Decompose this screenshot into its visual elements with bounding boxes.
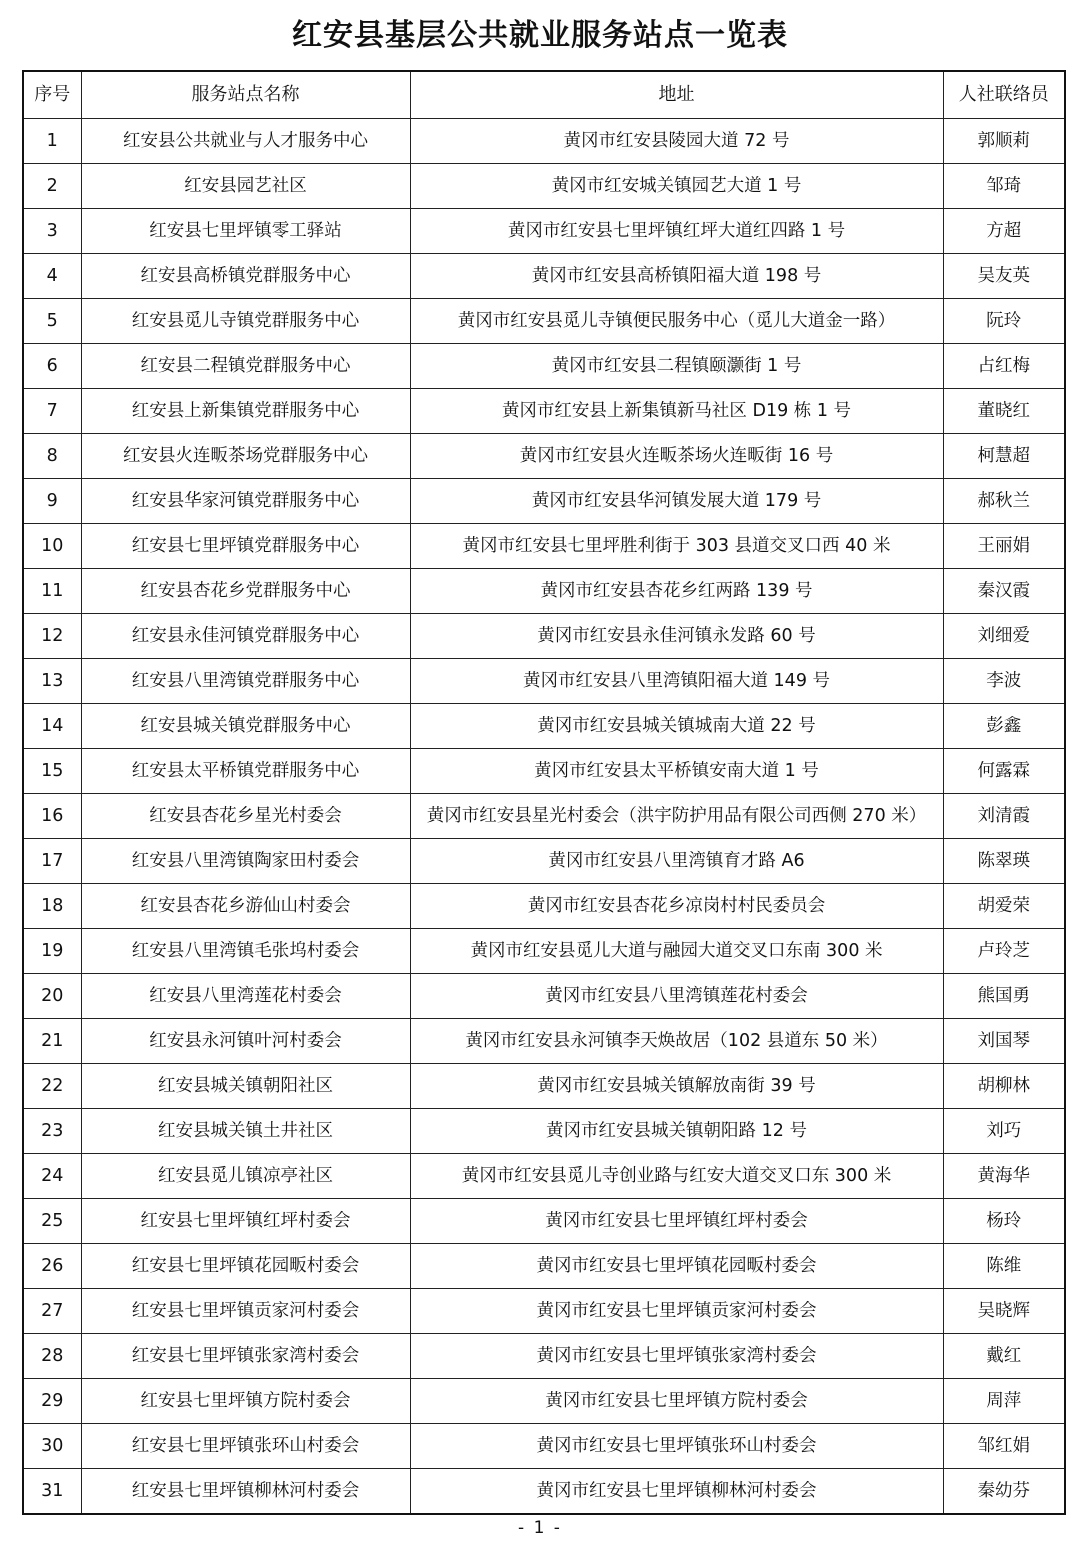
cell-address: 黄冈市红安县八里湾镇育才路 A6 xyxy=(410,839,943,884)
table-row xyxy=(23,569,1065,614)
cell-site-name: 红安县永河镇叶河村委会 xyxy=(81,1019,410,1064)
header-address: 地址 xyxy=(410,71,943,119)
cell-site-name: 红安县火连畈茶场党群服务中心 xyxy=(81,434,410,479)
cell-address: 黄冈市红安县觅儿大道与融园大道交叉口东南 300 米 xyxy=(410,929,943,974)
table-row xyxy=(23,1109,1065,1154)
table-row xyxy=(23,794,1065,839)
cell-site-name: 红安县公共就业与人才服务中心 xyxy=(81,119,410,164)
cell-serial-number: 21 xyxy=(23,1019,81,1064)
cell-address: 黄冈市红安县觅儿寺镇便民服务中心（觅儿大道金一路） xyxy=(410,299,943,344)
table-row xyxy=(23,389,1065,434)
cell-address: 黄冈市红安县陵园大道 72 号 xyxy=(410,119,943,164)
table-row xyxy=(23,1289,1065,1334)
cell-address: 黄冈市红安县城关镇解放南街 39 号 xyxy=(410,1064,943,1109)
cell-site-name: 红安县太平桥镇党群服务中心 xyxy=(81,749,410,794)
table-row xyxy=(23,299,1065,344)
cell-serial-number: 4 xyxy=(23,254,81,299)
cell-address: 黄冈市红安县七里坪镇红坪村委会 xyxy=(410,1199,943,1244)
cell-serial-number: 2 xyxy=(23,164,81,209)
cell-contact-person: 陈维 xyxy=(943,1244,1065,1289)
cell-serial-number: 3 xyxy=(23,209,81,254)
service-sites-table xyxy=(22,70,1066,1515)
cell-contact-person: 刘清霞 xyxy=(943,794,1065,839)
cell-address: 黄冈市红安县七里坪镇方院村委会 xyxy=(410,1379,943,1424)
cell-site-name: 红安县杏花乡党群服务中心 xyxy=(81,569,410,614)
table-row xyxy=(23,974,1065,1019)
cell-contact-person: 杨玲 xyxy=(943,1199,1065,1244)
cell-contact-person: 董晓红 xyxy=(943,389,1065,434)
table-row xyxy=(23,1424,1065,1469)
cell-contact-person: 彭鑫 xyxy=(943,704,1065,749)
cell-address: 黄冈市红安县觅儿寺创业路与红安大道交叉口东 300 米 xyxy=(410,1154,943,1199)
cell-serial-number: 7 xyxy=(23,389,81,434)
cell-serial-number: 24 xyxy=(23,1154,81,1199)
cell-serial-number: 27 xyxy=(23,1289,81,1334)
cell-contact-person: 王丽娟 xyxy=(943,524,1065,569)
cell-address: 黄冈市红安县七里坪镇张环山村委会 xyxy=(410,1424,943,1469)
cell-address: 黄冈市红安县太平桥镇安南大道 1 号 xyxy=(410,749,943,794)
cell-serial-number: 14 xyxy=(23,704,81,749)
cell-contact-person: 阮玲 xyxy=(943,299,1065,344)
cell-serial-number: 20 xyxy=(23,974,81,1019)
cell-address: 黄冈市红安县七里坪镇张家湾村委会 xyxy=(410,1334,943,1379)
page-number: - 1 - xyxy=(518,1518,562,1538)
cell-contact-person: 胡柳林 xyxy=(943,1064,1065,1109)
cell-contact-person: 占红梅 xyxy=(943,344,1065,389)
cell-serial-number: 10 xyxy=(23,524,81,569)
cell-contact-person: 黄海华 xyxy=(943,1154,1065,1199)
header-contact-person: 人社联络员 xyxy=(943,71,1065,119)
cell-site-name: 红安县高桥镇党群服务中心 xyxy=(81,254,410,299)
cell-contact-person: 卢玲芝 xyxy=(943,929,1065,974)
cell-address: 黄冈市红安县永佳河镇永发路 60 号 xyxy=(410,614,943,659)
cell-site-name: 红安县八里湾莲花村委会 xyxy=(81,974,410,1019)
header-site-name: 服务站点名称 xyxy=(81,71,410,119)
cell-serial-number: 15 xyxy=(23,749,81,794)
cell-serial-number: 31 xyxy=(23,1469,81,1515)
cell-address: 黄冈市红安县七里坪镇贡家河村委会 xyxy=(410,1289,943,1334)
table-row xyxy=(23,749,1065,794)
cell-contact-person: 陈翠瑛 xyxy=(943,839,1065,884)
cell-site-name: 红安县七里坪镇柳林河村委会 xyxy=(81,1469,410,1515)
cell-serial-number: 25 xyxy=(23,1199,81,1244)
table-row xyxy=(23,929,1065,974)
table-row xyxy=(23,209,1065,254)
table-row xyxy=(23,1199,1065,1244)
cell-address: 黄冈市红安县七里坪胜利街于 303 县道交叉口西 40 米 xyxy=(410,524,943,569)
cell-site-name: 红安县八里湾镇毛张坞村委会 xyxy=(81,929,410,974)
table-row xyxy=(23,1379,1065,1424)
header-serial-number: 序号 xyxy=(23,71,81,119)
cell-site-name: 红安县二程镇党群服务中心 xyxy=(81,344,410,389)
cell-contact-person: 熊国勇 xyxy=(943,974,1065,1019)
table-row xyxy=(23,1019,1065,1064)
cell-site-name: 红安县七里坪镇张家湾村委会 xyxy=(81,1334,410,1379)
cell-contact-person: 刘细爱 xyxy=(943,614,1065,659)
cell-site-name: 红安县七里坪镇党群服务中心 xyxy=(81,524,410,569)
cell-serial-number: 29 xyxy=(23,1379,81,1424)
cell-serial-number: 13 xyxy=(23,659,81,704)
cell-contact-person: 邹琦 xyxy=(943,164,1065,209)
cell-serial-number: 8 xyxy=(23,434,81,479)
cell-serial-number: 16 xyxy=(23,794,81,839)
cell-serial-number: 30 xyxy=(23,1424,81,1469)
cell-serial-number: 22 xyxy=(23,1064,81,1109)
cell-site-name: 红安县杏花乡游仙山村委会 xyxy=(81,884,410,929)
cell-site-name: 红安县城关镇朝阳社区 xyxy=(81,1064,410,1109)
cell-serial-number: 12 xyxy=(23,614,81,659)
cell-contact-person: 吴晓辉 xyxy=(943,1289,1065,1334)
cell-site-name: 红安县七里坪镇红坪村委会 xyxy=(81,1199,410,1244)
cell-address: 黄冈市红安县七里坪镇柳林河村委会 xyxy=(410,1469,943,1515)
cell-site-name: 红安县上新集镇党群服务中心 xyxy=(81,389,410,434)
cell-address: 黄冈市红安县杏花乡凉岗村村民委员会 xyxy=(410,884,943,929)
cell-site-name: 红安县华家河镇党群服务中心 xyxy=(81,479,410,524)
cell-contact-person: 戴红 xyxy=(943,1334,1065,1379)
cell-contact-person: 邹红娟 xyxy=(943,1424,1065,1469)
table-row xyxy=(23,614,1065,659)
cell-address: 黄冈市红安县高桥镇阳福大道 198 号 xyxy=(410,254,943,299)
cell-serial-number: 5 xyxy=(23,299,81,344)
cell-serial-number: 9 xyxy=(23,479,81,524)
cell-site-name: 红安县八里湾镇陶家田村委会 xyxy=(81,839,410,884)
table-row xyxy=(23,659,1065,704)
table-row xyxy=(23,884,1065,929)
cell-serial-number: 28 xyxy=(23,1334,81,1379)
cell-address: 黄冈市红安县城关镇城南大道 22 号 xyxy=(410,704,943,749)
cell-address: 黄冈市红安县城关镇朝阳路 12 号 xyxy=(410,1109,943,1154)
cell-site-name: 红安县园艺社区 xyxy=(81,164,410,209)
table-row xyxy=(23,704,1065,749)
cell-contact-person: 方超 xyxy=(943,209,1065,254)
table-row xyxy=(23,839,1065,884)
cell-contact-person: 刘国琴 xyxy=(943,1019,1065,1064)
cell-contact-person: 胡爱荣 xyxy=(943,884,1065,929)
table-row xyxy=(23,1154,1065,1199)
cell-site-name: 红安县七里坪镇贡家河村委会 xyxy=(81,1289,410,1334)
cell-contact-person: 柯慧超 xyxy=(943,434,1065,479)
cell-site-name: 红安县城关镇党群服务中心 xyxy=(81,704,410,749)
table-row xyxy=(23,1244,1065,1289)
cell-site-name: 红安县觅儿寺镇党群服务中心 xyxy=(81,299,410,344)
cell-address: 黄冈市红安县火连畈茶场火连畈街 16 号 xyxy=(410,434,943,479)
cell-address: 黄冈市红安县七里坪镇红坪大道红四路 1 号 xyxy=(410,209,943,254)
table-header-row xyxy=(23,71,1065,119)
cell-site-name: 红安县永佳河镇党群服务中心 xyxy=(81,614,410,659)
cell-serial-number: 19 xyxy=(23,929,81,974)
cell-site-name: 红安县七里坪镇花园畈村委会 xyxy=(81,1244,410,1289)
cell-address: 黄冈市红安县七里坪镇花园畈村委会 xyxy=(410,1244,943,1289)
document-title: 红安县基层公共就业服务站点一览表 xyxy=(292,18,788,53)
cell-site-name: 红安县城关镇土井社区 xyxy=(81,1109,410,1154)
table-row xyxy=(23,524,1065,569)
cell-serial-number: 23 xyxy=(23,1109,81,1154)
cell-contact-person: 李波 xyxy=(943,659,1065,704)
cell-contact-person: 郝秋兰 xyxy=(943,479,1065,524)
table-row xyxy=(23,164,1065,209)
table-row xyxy=(23,254,1065,299)
cell-serial-number: 11 xyxy=(23,569,81,614)
cell-address: 黄冈市红安县华河镇发展大道 179 号 xyxy=(410,479,943,524)
cell-address: 黄冈市红安县杏花乡红两路 139 号 xyxy=(410,569,943,614)
cell-address: 黄冈市红安县永河镇李天焕故居（102 县道东 50 米） xyxy=(410,1019,943,1064)
cell-contact-person: 秦汉霞 xyxy=(943,569,1065,614)
cell-address: 黄冈市红安县八里湾镇阳福大道 149 号 xyxy=(410,659,943,704)
cell-serial-number: 18 xyxy=(23,884,81,929)
cell-serial-number: 1 xyxy=(23,119,81,164)
cell-site-name: 红安县觅儿镇凉亭社区 xyxy=(81,1154,410,1199)
table-row xyxy=(23,479,1065,524)
cell-site-name: 红安县八里湾镇党群服务中心 xyxy=(81,659,410,704)
table-row xyxy=(23,119,1065,164)
cell-serial-number: 17 xyxy=(23,839,81,884)
cell-site-name: 红安县杏花乡星光村委会 xyxy=(81,794,410,839)
cell-contact-person: 刘巧 xyxy=(943,1109,1065,1154)
cell-site-name: 红安县七里坪镇张环山村委会 xyxy=(81,1424,410,1469)
cell-contact-person: 周萍 xyxy=(943,1379,1065,1424)
cell-serial-number: 26 xyxy=(23,1244,81,1289)
table-row xyxy=(23,434,1065,479)
table-body xyxy=(23,119,1065,1515)
cell-contact-person: 何露霖 xyxy=(943,749,1065,794)
table-row xyxy=(23,1469,1065,1515)
cell-site-name: 红安县七里坪镇方院村委会 xyxy=(81,1379,410,1424)
cell-address: 黄冈市红安城关镇园艺大道 1 号 xyxy=(410,164,943,209)
table-row xyxy=(23,1334,1065,1379)
cell-contact-person: 吴友英 xyxy=(943,254,1065,299)
cell-address: 黄冈市红安县二程镇颐灏街 1 号 xyxy=(410,344,943,389)
cell-site-name: 红安县七里坪镇零工驿站 xyxy=(81,209,410,254)
cell-address: 黄冈市红安县上新集镇新马社区 D19 栋 1 号 xyxy=(410,389,943,434)
table-row xyxy=(23,344,1065,389)
cell-contact-person: 秦幼芬 xyxy=(943,1469,1065,1515)
cell-serial-number: 6 xyxy=(23,344,81,389)
cell-contact-person: 郭顺莉 xyxy=(943,119,1065,164)
cell-address: 黄冈市红安县星光村委会（洪宇防护用品有限公司西侧 270 米） xyxy=(410,794,943,839)
cell-address: 黄冈市红安县八里湾镇莲花村委会 xyxy=(410,974,943,1019)
table-row xyxy=(23,1064,1065,1109)
